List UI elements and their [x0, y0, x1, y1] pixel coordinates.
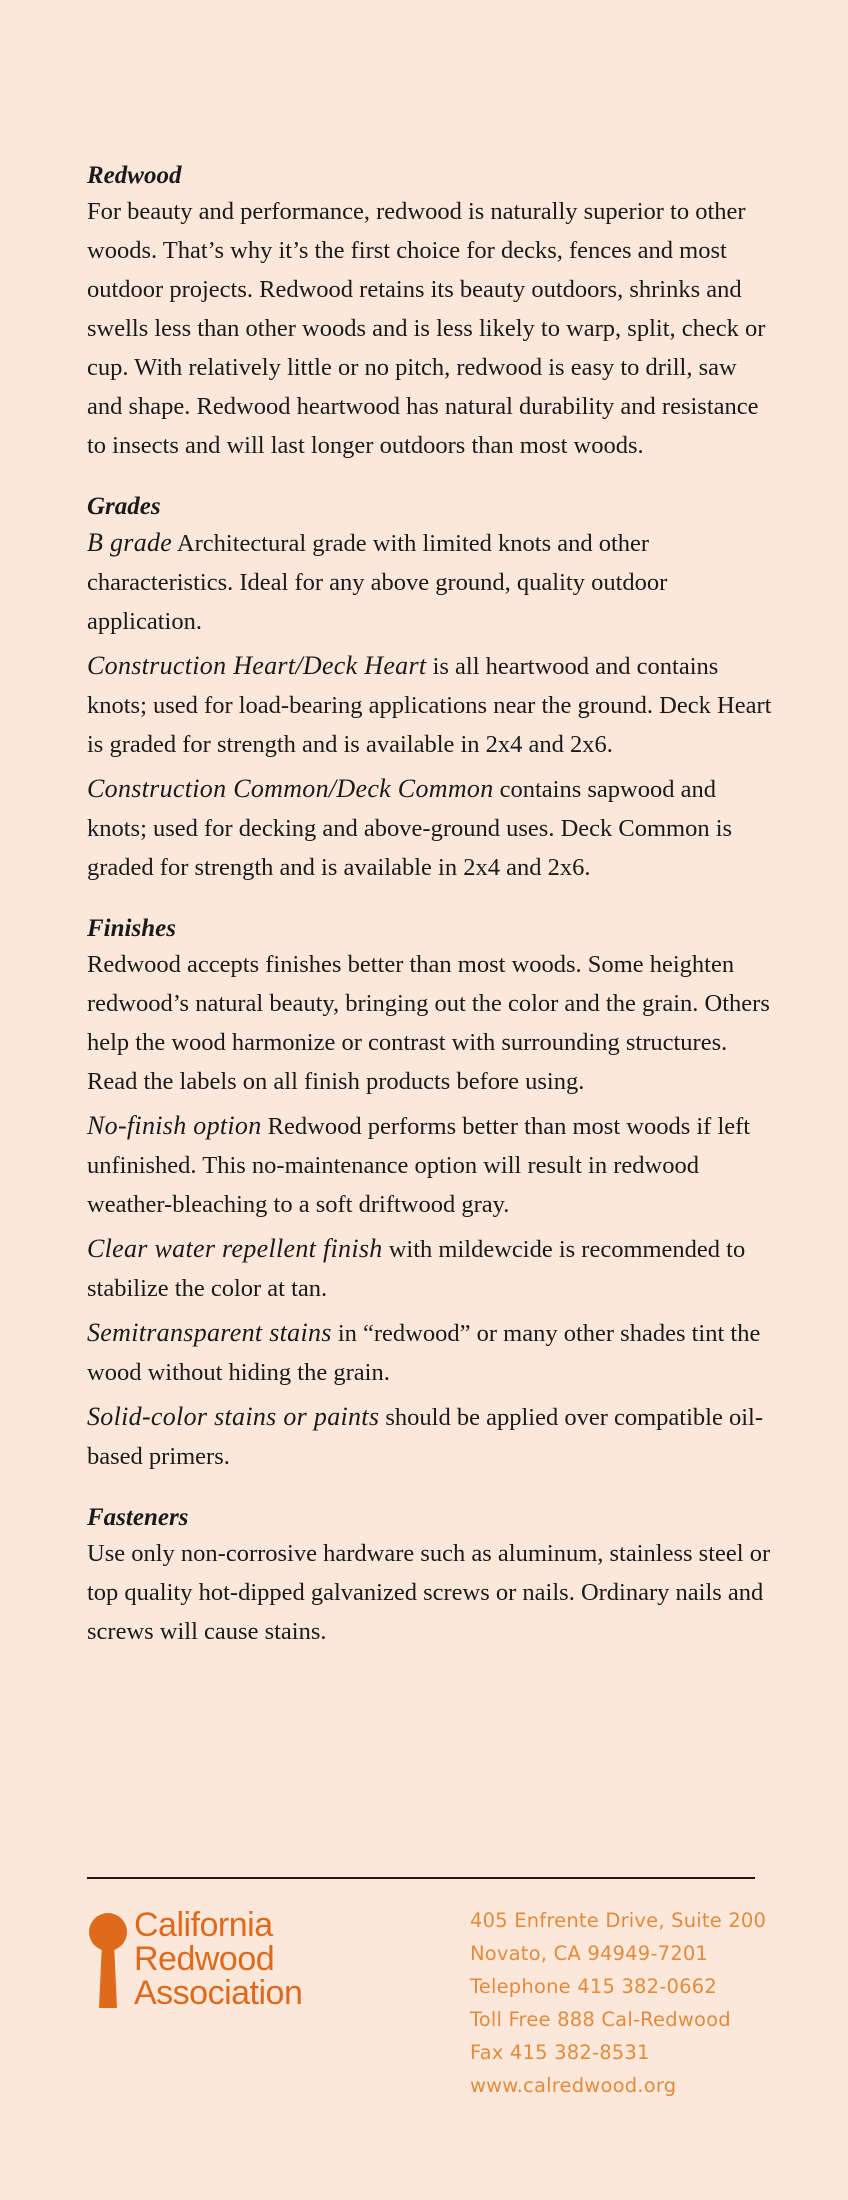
grade-item-b: [87, 523, 777, 641]
grade-term: B grade: [87, 528, 173, 557]
keyhole-icon: [88, 1912, 128, 2012]
contact-fax: Fax 415 382-8531: [470, 2041, 650, 2064]
section-fasteners: [87, 1502, 777, 1651]
finish-description: with mildewcide is recommended to stabilize the color at tan.: [87, 1236, 746, 1302]
finish-item-no-finish: [87, 1106, 777, 1224]
finish-description: in “redwood” or many other shades tint the wood without hiding the grain.: [87, 1320, 761, 1386]
contact-website[interactable]: www.calredwood.org: [470, 2074, 677, 2097]
grade-term: Construction Common/Deck Common: [87, 774, 494, 803]
logo-line-2: Redwood: [134, 1940, 275, 1978]
grade-description: contains sapwood and knots; used for decking and above-ground uses. Deck Common is graded for strength and is available in 2x4 and 2x6.: [87, 776, 733, 881]
contact-telephone: Telephone 415 382-0662: [470, 1975, 717, 1998]
contact-city: Novato, CA 94949-7201: [470, 1942, 709, 1965]
finish-term: No-finish option: [87, 1111, 262, 1140]
section-title-fasteners: Fasteners: [87, 1504, 189, 1531]
logo-line-3: Association: [134, 1974, 303, 2012]
redwood-paragraph: For beauty and performance, redwood is naturally superior to other woods. That’s why it’s the first choice for decks, fences and most outdoor projects. Redwood retains its beauty outdoors, shrinks and swells less than other woods and is less likely to warp, split, check or cup. With relatively little or no pitch, redwood is easy to drill, saw and shape. Redwood heartwood has natural durability and resistance to insects and will last longer outdoors than most woods.: [87, 198, 766, 459]
section-title-finishes: Finishes: [87, 915, 176, 942]
finish-item-semitransparent: [87, 1313, 777, 1392]
grade-item-deck-common: [87, 769, 777, 887]
contact-tollfree: Toll Free 888 Cal-Redwood: [470, 2008, 731, 2031]
finish-item-clear-repellent: [87, 1229, 777, 1308]
section-finishes: [87, 913, 777, 1476]
grade-description: is all heartwood and contains knots; used for load-bearing applications near the ground. Deck Heart is graded for strength and is available in 2x4 and 2x6.: [87, 653, 772, 758]
finishes-intro: Redwood accepts finishes better than most woods. Some heighten redwood’s natural beauty, bringing out the color and the grain. Others help the wood harmonize or contrast with surrounding structures. Read the labels on all finish products before using.: [87, 951, 770, 1095]
finish-term: Semitransparent stains: [87, 1318, 332, 1347]
section-grades: [87, 491, 777, 887]
finish-item-solid-color: [87, 1397, 777, 1476]
finish-description: should be applied over compatible oil-based primers.: [87, 1404, 763, 1470]
grade-description: Architectural grade with limited knots and other characteristics. Ideal for any above ground, quality outdoor application.: [87, 530, 668, 635]
finish-term: Clear water repellent finish: [87, 1234, 383, 1263]
grade-item-deck-heart: [87, 646, 777, 764]
finish-description: Redwood performs better than most woods if left unfinished. This no-maintenance option will result in redwood weather-bleaching to a soft driftwood gray.: [87, 1113, 751, 1218]
contact-street: 405 Enfrente Drive, Suite 200: [470, 1909, 767, 1932]
cra-logo: [88, 1908, 348, 2018]
section-title-redwood: Redwood: [87, 162, 182, 189]
logo-line-1: California: [134, 1906, 273, 1944]
logo-wordmark: [134, 1908, 302, 2010]
brochure-body: [87, 160, 777, 1677]
contact-block: [470, 1904, 766, 2102]
section-title-grades: Grades: [87, 493, 161, 520]
section-redwood: [87, 160, 777, 465]
footer-divider: [87, 1877, 755, 1879]
fasteners-paragraph: Use only non-corrosive hardware such as aluminum, stainless steel or top quality hot-dipped galvanized screws or nails. Ordinary nails and screws will cause stains.: [87, 1540, 771, 1645]
finish-term: Solid-color stains or paints: [87, 1402, 380, 1431]
grade-term: Construction Heart/Deck Heart: [87, 651, 427, 680]
